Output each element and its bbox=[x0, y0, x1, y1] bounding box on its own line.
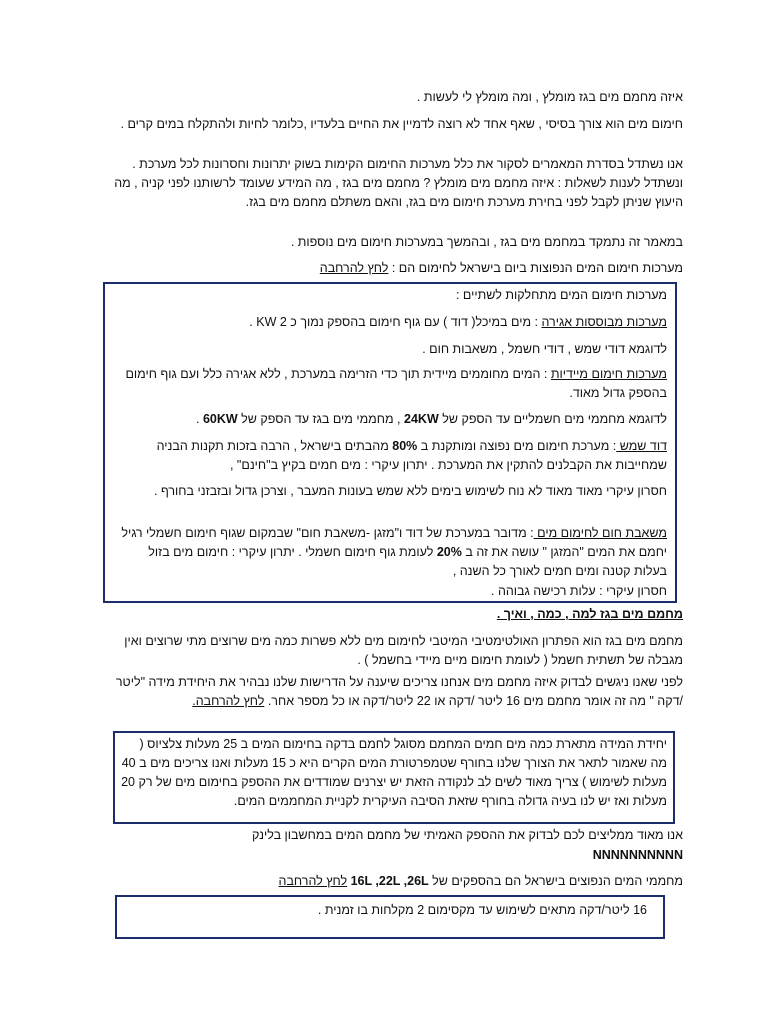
calculator-link[interactable]: NNNNNNNNNN bbox=[592, 848, 683, 862]
solar-heater-term: דוד שמש bbox=[616, 439, 667, 453]
heat-pump-term: משאבת חום לחימום מים bbox=[533, 526, 667, 540]
common-sizes-values: 16L ,22L ,26L bbox=[350, 874, 429, 888]
solar-heater-rest: מהבתים בישראל , הרבה בזכות תקנות הבניה שמחייבות את הקבלנים להתקין את המערכת . יתרון עיקרי : מים חמים בקיץ ב"חינם" , bbox=[156, 439, 667, 472]
intro-title-line: איזה מחמם מים בגז מומלץ , ומה מומלץ לי לעשות . bbox=[416, 90, 683, 104]
calculator-recommendation: אנו מאוד ממליצים לכם לבדוק את ההספק האמיתי של מחמם המים במחשבון בלינק bbox=[252, 828, 683, 842]
box1-line-storage bbox=[113, 313, 667, 332]
box1-line-instant bbox=[113, 365, 667, 403]
instant-example-24kw: 24KW bbox=[404, 412, 439, 426]
box1-line-solar-drawback: חסרון עיקרי מאוד מאוד לא נוח לשימוש בימים ללא שמש בעונות המעבר , וצרכן גדול ובזבזני בחורף . bbox=[154, 484, 667, 498]
units-box-text: יחידת המידה מתארת כמה מים חמים המחמם מסוגל לחמם בדקה בחימום המים ב 25 מעלות צלציוס ( מה שאמור לתאר את הצורך שלנו בחורף שטמפרטורת המים הקרים היא כ 15 מעלות ואנו צריכים מים ב 40 מעלות לשימוש ) צריך מאוד לשים לב לנקודה הזאת יש יצרנים שמודדים את ההספק בחימום מים של רק 20 מעלות ואז יש לנו בעיה גדולה בחורף שזאת הסיבה העיקרית לקניית המחממים המים. bbox=[121, 737, 667, 808]
intro-paragraph-3: במאמר זה נתמקד במחמם מים בגז , ובהמשך במערכות חימום מים נוספות . bbox=[290, 235, 683, 249]
box1-line-solar bbox=[113, 437, 667, 475]
instant-example-a: לדוגמא מחממי מים חשמליים עד הספק של bbox=[438, 412, 667, 426]
sizes-box-text: 16 ליטר/דקה מתאים לשימוש עד מקסימום 2 מקלחות בו זמנית . bbox=[317, 903, 647, 917]
heat-pump-rest: לעומת גוף חימום חשמלי . יתרון עיקרי : חימום מים בזול בעלות קטנה ומים חמים לאורך כל השנה , bbox=[148, 545, 667, 578]
expand-link-3[interactable]: לחץ להרחבה bbox=[278, 874, 348, 888]
instant-example-e: . bbox=[196, 412, 203, 426]
intro-paragraph-1: חימום מים הוא צורך בסיסי , שאף אחד לא רוצה לדמיין את החיים בלעדיו ,כלומר לחיות ולהתקלח במים קרים . bbox=[120, 117, 683, 131]
intro-paragraph-2: אנו נשתדל בסדרת המאמרים לסקור את כלל מערכות החימום הקימות בשוק יתרונות וחסרונות לכל מערכת . ונשתדל לענות לשאלות : איזה מחמם מים מומלץ ? מחמם מים בגז , מה המידע שעומד לרשותנו לפני קניה , מה היעוץ שניתן לקבל לפני בחירת מערכת חימום מים בגז, והאם משתלם מחמם מים בגז. bbox=[114, 157, 683, 209]
sizes-box bbox=[115, 895, 665, 939]
section-heading: מחמם מים בגז למה , כמה , ואיך . bbox=[496, 607, 683, 621]
box1-line-instant-examples bbox=[113, 410, 667, 429]
expand-link-2[interactable]: לחץ להרחבה. bbox=[192, 694, 265, 708]
heat-pump-percent: 20% bbox=[436, 545, 462, 559]
box1-line-heat-pump-drawback: חסרון עיקרי : עלות רכישה גבוהה . bbox=[491, 584, 667, 598]
box1-line-examples: לדוגמא דודי שמש , דודי חשמל , משאבות חום . bbox=[422, 342, 667, 356]
common-systems-text: מערכות חימום המים הנפוצות ביום בישראל לחימום הם : bbox=[388, 261, 683, 275]
solar-heater-text: : מערכת חימום מים נפוצה ומותקנת ב bbox=[417, 439, 617, 453]
expand-link-1[interactable]: לחץ להרחבה bbox=[319, 261, 389, 275]
section2-paragraph-1: מחמם מים בגז הוא הפתרון האולטימטיבי המיטבי לחימום מים ללא פשרות כמה מים שרוצים מתי שרוצים ואין מגבלה של תשתית חשמל ( לעומת חימום מיים מיידי בחשמל ) . bbox=[124, 634, 683, 667]
storage-systems-text: : מים במיכל( דוד ) עם גוף חימום בהספק נמוך כ 2 KW . bbox=[249, 315, 542, 329]
common-sizes-text: מחממי המים הנפוצים בישראל הם בהספקים של bbox=[428, 874, 683, 888]
box1-line-1: מערכות חימום המים מתחלקות לשתיים : bbox=[455, 288, 667, 302]
instant-systems-term: מערכות חימום מיידיות bbox=[550, 367, 667, 381]
units-explanation-text: לפני שאנו ניגשים לבדוק איזה מחמם מים אנחנו צריכים שיענה על הדרישות שלנו נבהיר את היחידת מידה "ליטר /דקה " מה זה אומר מחמם מים 16 ליטר /דקה או 22 ליטר/דקה או כל מספר אחר. bbox=[115, 675, 683, 708]
storage-systems-term: מערכות מבוססות אגירה bbox=[541, 315, 667, 329]
solar-heater-percent: 80% bbox=[392, 439, 418, 453]
instant-example-c: , מחממי מים בגז עד הספק של bbox=[237, 412, 405, 426]
units-box bbox=[113, 731, 675, 824]
instant-systems-text: : המים מחוממים מיידית תוך כדי הזרימה במערכת , ללא אגירה כלל ועם גוף חימום בהספק גדול מאוד. bbox=[125, 367, 667, 400]
instant-example-60kw: 60KW bbox=[202, 412, 238, 426]
box1-line-heat-pump bbox=[113, 524, 667, 581]
common-sizes-line bbox=[104, 872, 683, 891]
heat-pump-text: : מדובר במערכת של דוד ו"מזגן -משאבת חום" שבמקום שגוף חימום חשמלי רגיל יחמם את המים "המזגן " עושה את זה ב bbox=[121, 526, 667, 559]
section2-paragraph-2 bbox=[104, 673, 683, 711]
intro-paragraph-4 bbox=[104, 259, 683, 278]
systems-box bbox=[103, 282, 677, 603]
